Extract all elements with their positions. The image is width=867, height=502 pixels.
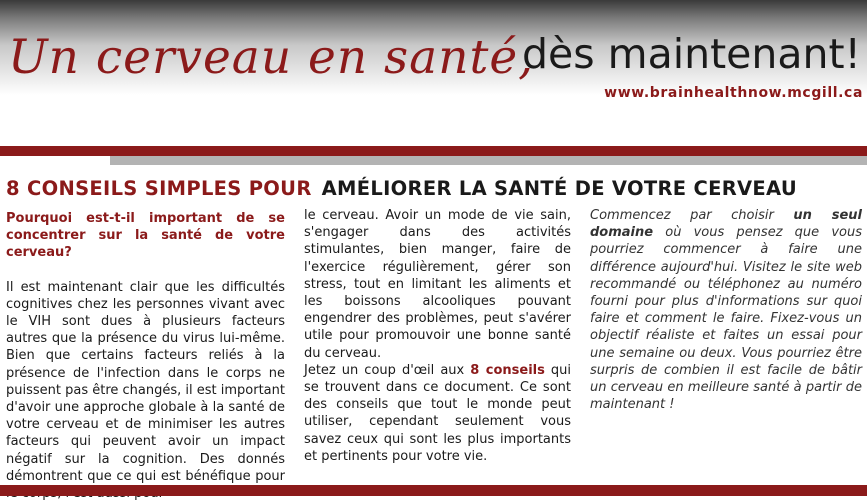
heading-part-2: AMÉLIORER LA SANTÉ DE VOTRE CERVEAU — [321, 177, 797, 200]
column-2 — [304, 207, 571, 465]
header-banner — [0, 0, 867, 135]
column-1 — [6, 210, 285, 502]
conseils-highlight: 8 conseils — [470, 362, 545, 378]
heading-part-1: 8 CONSEILS SIMPLES POUR — [6, 177, 312, 200]
title-plain: dès maintenant! — [522, 30, 861, 78]
divider-red-bottom — [0, 485, 867, 496]
column-3-after: où vous pensez que vous pourriez commencer à faire une différence aujourd'hui. Visitez le site web recommandé ou téléphonez au numéro fourni pour plus d'informations sur quoi faire et comment le faire. Fixez-vous un objectif réaliste et faites un essai pour une semaine ou deux. Vous pourriez être surpris de combien il est facile de bâtir un cerveau en meilleure santé à partir de maintenant ! — [590, 225, 862, 413]
column-3-bold: un seul domaine — [590, 208, 862, 241]
column-3-before: Commencez par choisir — [590, 208, 794, 223]
column-1-question: Pourquoi est-t-il important de se concentrer sur la santé de votre cerveau? — [6, 211, 285, 261]
column-2-para-2-after: qui se trouvent dans ce document. Ce sont des conseils que tout le monde peut utiliser, cependant seulement vous savez ceux qui sont les plus importants et pertinents pour votre vie. — [304, 362, 571, 464]
website-link[interactable]: www.brainhealthnow.mcgill.ca — [604, 85, 863, 101]
column-1-body: Il est maintenant clair que les difficultés cognitives chez les personnes vivant avec le VIH sont dues à plusieurs facteurs autres que la présence du virus lui-même. Bien que certains facteurs reliés à la présence de l'infection dans le corps ne puissent pas être changés, il est important d'avoir une approche globale à la santé de votre cerveau et de minimiser les autres facteurs qui peuvent avoir un impact négatif sur la cognition. Des donnés démontrent que ce qui est bénéfique pour — [6, 279, 285, 484]
column-3 — [590, 207, 862, 413]
section-heading — [6, 177, 797, 200]
title-script: Un cerveau en santé, — [8, 30, 535, 85]
column-2-para-2 — [304, 362, 571, 465]
column-3-body — [590, 207, 862, 413]
column-2-para-2-before: Jetez un coup d'œil aux — [304, 362, 471, 378]
divider-gray — [110, 156, 867, 165]
divider-red-top — [0, 146, 867, 156]
column-2-para-1: le cerveau. Avoir un mode de vie sain, s'engager dans des activités stimulantes, bien manger, faire de l'exercice régulièrement, gérer son stress, tout en limitant les aliments et les boissons alcooliques pouvant engendrer des problèmes, peut s'avérer utile pour promouvoir une bonne santé du cerveau. — [304, 208, 571, 361]
